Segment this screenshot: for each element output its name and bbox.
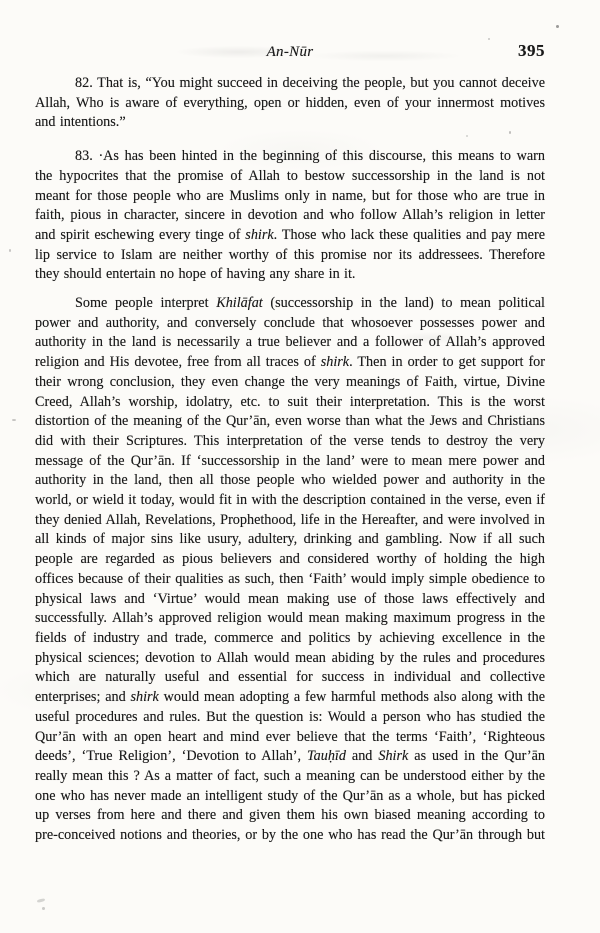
text-segment: shirk (320, 354, 350, 371)
paragraph-note-82 (35, 74, 545, 133)
scan-speck (42, 907, 45, 910)
page-number: 395 (518, 41, 545, 60)
running-title: An-Nūr (266, 44, 314, 60)
page-header (35, 41, 545, 63)
text-segment: 82. That is, “You might succeed in deceiving the people, but you cannot deceive Allah, Who is aware of everything, open or hidden, even of your innermost motives and intentions.” (35, 75, 545, 131)
text-segment: would mean adopting a few harmful methods also along with the useful procedures and rules. But the question is: Would a person who has studied the Qur’ān with an open heart and mind ever believe that the terms ‘Faith’, ‘Righteous deeds’, ‘True Religion’, ‘Devotion to Allah’, (35, 689, 545, 765)
scan-smudge (37, 898, 46, 903)
text-segment: (successorship in the land) to mean political power and authority, and conversely conclude that whosoever possesses power and authority in the land is necessarily a true believer and a follower of Allah’s approved religion and His devotee, free from all traces of (35, 295, 545, 371)
text-segment: and (345, 748, 379, 765)
text-segment: Shirk (378, 748, 409, 765)
text-segment: shirk (130, 689, 159, 706)
text-segment: as used in the Qur’ān really mean this ? As a matter of fact, such a meaning can be understood either by the one who has never made an intelligent study of the Qur’ān as a whole, but has picked up verses from here and there and given them his own biased meaning according to pre-conceived notions and theories, or by the one who has read the Qur’ān through but (35, 748, 545, 844)
scan-speck (466, 135, 468, 137)
scan-speck (488, 38, 490, 40)
text-segment: 83. ·As has been hinted in the beginning of this discourse, this means to warn the hypocrites that the promise of Allah to bestow successorship in the land is not meant for those people who are Muslims only in name, but for those who are true in faith, pious in character, sincere in devotion and who follow Allah’s religion in letter and spirit eschewing every tinge of (35, 148, 545, 243)
page-body (35, 74, 545, 846)
scan-speck (12, 419, 16, 421)
text-segment: . Those who lack these qualities and pay mere lip service to Islam are neither worthy of this promise nor its addressees. Therefore they should entertain no hope of having any share in it. (35, 226, 545, 283)
text-segment: Tauḥīd (307, 748, 346, 765)
text-segment: Khilāfat (216, 295, 263, 312)
paragraph-commentary (35, 294, 545, 846)
paragraph-note-83 (35, 147, 545, 285)
text-segment: . Then in order to get support for their wrong conclusion, they even change the very meanings of Faith, virtue, Divine Creed, Allah’s worship, idolatry, etc. to suit their interpretation. This is the worst distortion of the meaning of the Qur’ān, even worse than what the Jews and Christians did with their Scriptures. This interpretation of the verse tends to destroy the very message of the Qur’ān. If ‘successorship in the land’ were to mean mere power and authority in the land, then all those people who wielded power and authority in the world, or wield it today, would fit in with the description contained in the verse, even if they denied Allah, Revelations, Prophethood, life in the Hereafter, and were involved in all kinds of major sins like usury, adultery, drinking and gambling. Now if all such people are regarded as pious believers and considered worthy of holding the high offices because of their qualities as such, then ‘Faith’ would imply simple obedience to physical laws and ‘Virtue’ would mean making use of those laws effectively and successfully. Allah’s approved religion would mean making maximum progress in the fields of industry and trade, commerce and politics by achieving excellence in the physical sciences; devotion to Allah would mean abiding by the rules and procedures which are naturally useful and essential for success in individual and collective enterprises; and (35, 354, 545, 706)
scan-speck (9, 249, 11, 252)
text-segment: shirk (245, 226, 274, 243)
scan-speck (509, 131, 511, 134)
scan-speck (556, 25, 559, 28)
text-segment: Some people interpret (75, 295, 217, 312)
